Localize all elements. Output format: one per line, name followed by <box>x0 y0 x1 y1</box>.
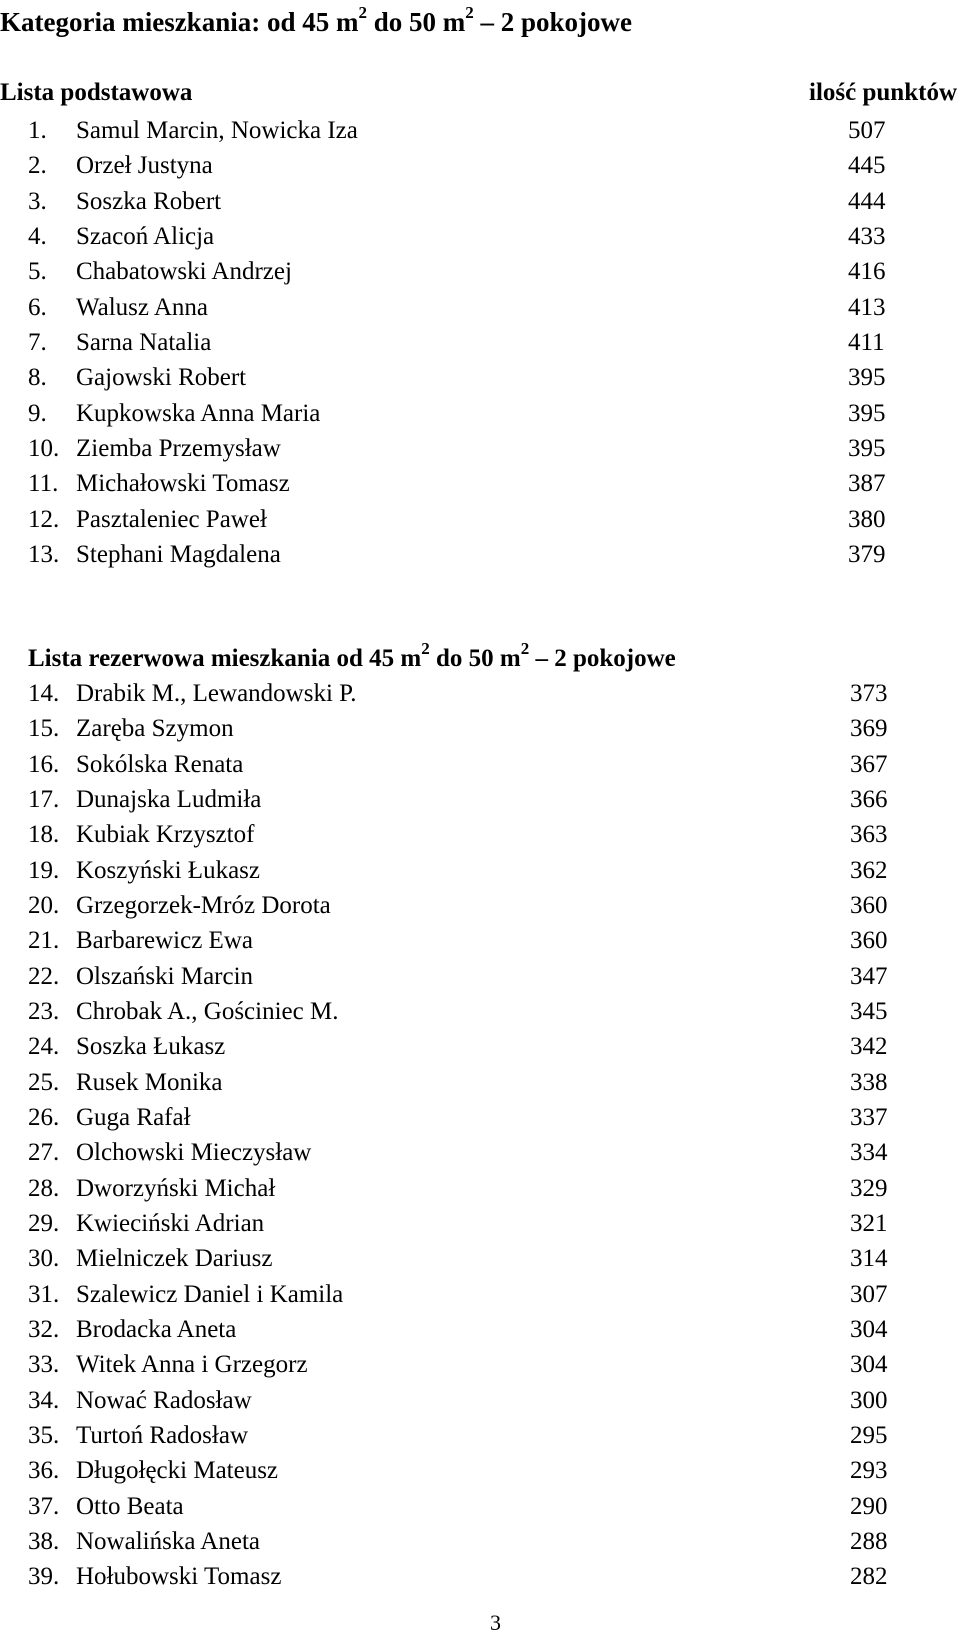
item-number: 8. <box>28 364 47 392</box>
item-points: 290 <box>850 1492 888 1520</box>
item-number: 1. <box>28 117 47 144</box>
item-number: 26. <box>28 1103 60 1131</box>
item-points: 387 <box>848 470 886 498</box>
item-points: 334 <box>850 1139 888 1167</box>
list-item <box>0 994 960 1029</box>
reserve-list <box>0 676 960 1595</box>
list-item <box>0 219 960 254</box>
item-number: 39. <box>28 1563 60 1591</box>
item-points: 300 <box>850 1386 888 1414</box>
item-points: 321 <box>850 1209 888 1237</box>
item-number: 7. <box>28 328 47 356</box>
item-name: Olchowski Mieczysław <box>76 1139 312 1167</box>
list-item <box>0 1171 960 1206</box>
item-points: 304 <box>850 1351 888 1379</box>
item-name: Szacoń Alicja <box>76 222 215 250</box>
reserve-heading-prefix: Lista rezerwowa mieszkania od 45 m <box>28 645 422 672</box>
item-number: 15. <box>28 715 60 743</box>
item-name: Grzegorzek-Mróz Dorota <box>76 891 331 919</box>
item-points: 293 <box>850 1457 888 1485</box>
item-points: 282 <box>850 1563 888 1591</box>
list-item <box>0 148 960 183</box>
item-name: Hołubowski Tomasz <box>76 1563 282 1591</box>
item-name: Mielniczek Dariusz <box>76 1245 273 1273</box>
list-item <box>0 1347 960 1382</box>
title-suffix: – 2 pokojowe <box>473 7 632 37</box>
item-number: 21. <box>28 927 60 955</box>
item-name: Guga Rafał <box>76 1103 191 1131</box>
item-points: 314 <box>850 1245 888 1273</box>
list-item <box>0 113 960 148</box>
reserve-heading-suffix: – 2 pokojowe <box>529 645 676 672</box>
item-points: 433 <box>848 222 886 250</box>
item-points: 347 <box>850 962 888 990</box>
item-name: Kupkowska Anna Maria <box>76 399 321 427</box>
item-number: 3. <box>28 187 47 215</box>
list-item <box>0 711 960 746</box>
item-points: 304 <box>850 1315 888 1343</box>
item-points: 366 <box>850 785 888 813</box>
list-item <box>0 1489 960 1524</box>
title-superscript-2: 2 <box>465 3 474 22</box>
item-name: Olszański Marcin <box>76 962 254 990</box>
item-name: Samul Marcin, Nowicka Iza <box>76 117 358 144</box>
item-name: Długołęcki Mateusz <box>76 1457 279 1485</box>
list-item <box>0 923 960 958</box>
list-item <box>0 959 960 994</box>
item-number: 37. <box>28 1492 60 1520</box>
item-name: Koszyński Łukasz <box>76 856 260 884</box>
item-number: 31. <box>28 1280 60 1308</box>
list-item <box>0 1418 960 1453</box>
item-number: 28. <box>28 1174 60 1202</box>
item-name: Michałowski Tomasz <box>76 470 290 498</box>
list-item <box>0 290 960 325</box>
item-number: 33. <box>28 1351 60 1379</box>
reserve-list-heading <box>28 638 676 675</box>
item-number: 2. <box>28 152 47 180</box>
list-item <box>0 676 960 711</box>
item-points: 329 <box>850 1174 888 1202</box>
list-item <box>0 817 960 852</box>
item-name: Ziemba Przemysław <box>76 434 281 462</box>
item-points: 295 <box>850 1421 888 1449</box>
list-item <box>0 1312 960 1347</box>
list-item <box>0 1206 960 1241</box>
item-number: 38. <box>28 1527 60 1555</box>
item-name: Otto Beata <box>76 1492 184 1520</box>
basic-list <box>0 113 960 572</box>
item-name: Dworzyński Michał <box>76 1174 276 1202</box>
item-number: 17. <box>28 785 60 813</box>
list-item <box>0 396 960 431</box>
item-points: 413 <box>848 293 886 321</box>
list-item <box>0 1559 960 1594</box>
item-points: 373 <box>850 680 888 707</box>
item-points: 416 <box>848 258 886 286</box>
reserve-heading-middle: do 50 m <box>429 645 521 672</box>
list-item <box>0 184 960 219</box>
item-number: 36. <box>28 1457 60 1485</box>
item-points: 367 <box>850 750 888 778</box>
item-name: Nować Radosław <box>76 1386 252 1414</box>
item-name: Nowalińska Aneta <box>76 1527 260 1555</box>
item-number: 34. <box>28 1386 60 1414</box>
list-item <box>0 1383 960 1418</box>
item-points: 360 <box>850 927 888 955</box>
item-number: 27. <box>28 1139 60 1167</box>
list-item <box>0 1065 960 1100</box>
title-superscript-1: 2 <box>358 3 367 22</box>
item-points: 342 <box>850 1033 888 1061</box>
list-item <box>0 853 960 888</box>
item-points: 345 <box>850 997 888 1025</box>
item-number: 20. <box>28 891 60 919</box>
item-number: 24. <box>28 1033 60 1061</box>
item-points: 380 <box>848 505 886 533</box>
item-number: 10. <box>28 434 60 462</box>
item-points: 395 <box>848 364 886 392</box>
item-number: 13. <box>28 540 60 568</box>
item-number: 5. <box>28 258 47 286</box>
item-name: Soszka Łukasz <box>76 1033 226 1061</box>
item-name: Sarna Natalia <box>76 328 212 356</box>
basic-list-heading: Lista podstawowa <box>0 79 193 106</box>
item-name: Stephani Magdalena <box>76 540 281 568</box>
list-item <box>0 747 960 782</box>
item-name: Soszka Robert <box>76 187 222 215</box>
list-item <box>0 888 960 923</box>
item-points: 445 <box>848 152 886 180</box>
reserve-heading-superscript-2: 2 <box>520 638 530 658</box>
item-points: 444 <box>848 187 886 215</box>
item-number: 9. <box>28 399 47 427</box>
list-item <box>0 782 960 817</box>
item-number: 6. <box>28 293 47 321</box>
item-name: Szalewicz Daniel i Kamila <box>76 1280 344 1308</box>
item-points: 507 <box>848 117 886 144</box>
list-item <box>0 325 960 360</box>
item-name: Pasztaleniec Paweł <box>76 505 267 533</box>
list-item <box>0 1135 960 1170</box>
item-name: Orzeł Justyna <box>76 152 213 180</box>
item-name: Chabatowski Andrzej <box>76 258 292 286</box>
item-points: 362 <box>850 856 888 884</box>
item-number: 18. <box>28 821 60 849</box>
list-item <box>0 360 960 395</box>
item-number: 25. <box>28 1068 60 1096</box>
item-name: Witek Anna i Grzegorz <box>76 1351 308 1379</box>
item-number: 14. <box>28 680 60 707</box>
item-number: 22. <box>28 962 60 990</box>
item-points: 379 <box>848 540 886 568</box>
item-name: Kubiak Krzysztof <box>76 821 255 849</box>
item-number: 11. <box>28 470 59 498</box>
item-number: 4. <box>28 222 47 250</box>
item-number: 29. <box>28 1209 60 1237</box>
item-points: 363 <box>850 821 888 849</box>
item-points: 307 <box>850 1280 888 1308</box>
item-name: Walusz Anna <box>76 293 208 321</box>
item-number: 32. <box>28 1315 60 1343</box>
item-points: 360 <box>850 891 888 919</box>
item-name: Turtoń Radosław <box>76 1421 249 1449</box>
list-item <box>0 1453 960 1488</box>
item-number: 12. <box>28 505 60 533</box>
item-points: 395 <box>848 434 886 462</box>
item-name: Chrobak A., Gościniec M. <box>76 997 339 1025</box>
item-name: Sokólska Renata <box>76 750 244 778</box>
title-prefix: Kategoria mieszkania: od 45 m <box>0 7 359 37</box>
title-middle: do 50 m <box>366 7 466 37</box>
item-name: Barbarewicz Ewa <box>76 927 253 955</box>
item-number: 30. <box>28 1245 60 1273</box>
item-points: 395 <box>848 399 886 427</box>
page-number: 3 <box>490 1610 501 1635</box>
list-item <box>0 502 960 537</box>
item-number: 19. <box>28 856 60 884</box>
list-item <box>0 537 960 572</box>
page-title <box>0 3 632 38</box>
list-item <box>0 1029 960 1064</box>
item-points: 337 <box>850 1103 888 1131</box>
item-name: Rusek Monika <box>76 1068 223 1096</box>
list-item <box>0 431 960 466</box>
item-points: 411 <box>848 328 885 356</box>
item-number: 16. <box>28 750 60 778</box>
item-number: 23. <box>28 997 60 1025</box>
item-points: 369 <box>850 715 888 743</box>
list-item <box>0 1277 960 1312</box>
item-name: Brodacka Aneta <box>76 1315 237 1343</box>
list-item <box>0 1241 960 1276</box>
item-points: 338 <box>850 1068 888 1096</box>
list-item <box>0 1524 960 1559</box>
list-item <box>0 254 960 289</box>
list-item <box>0 1100 960 1135</box>
item-points: 288 <box>850 1527 888 1555</box>
reserve-heading-superscript-1: 2 <box>421 638 430 658</box>
points-column-heading: ilość punktów <box>809 79 957 106</box>
item-name: Drabik M., Lewandowski P. <box>76 680 357 707</box>
item-name: Kwieciński Adrian <box>76 1209 265 1237</box>
item-name: Gajowski Robert <box>76 364 247 392</box>
list-item <box>0 466 960 501</box>
item-number: 35. <box>28 1421 60 1449</box>
item-name: Zaręba Szymon <box>76 715 234 743</box>
item-name: Dunajska Ludmiła <box>76 785 262 813</box>
